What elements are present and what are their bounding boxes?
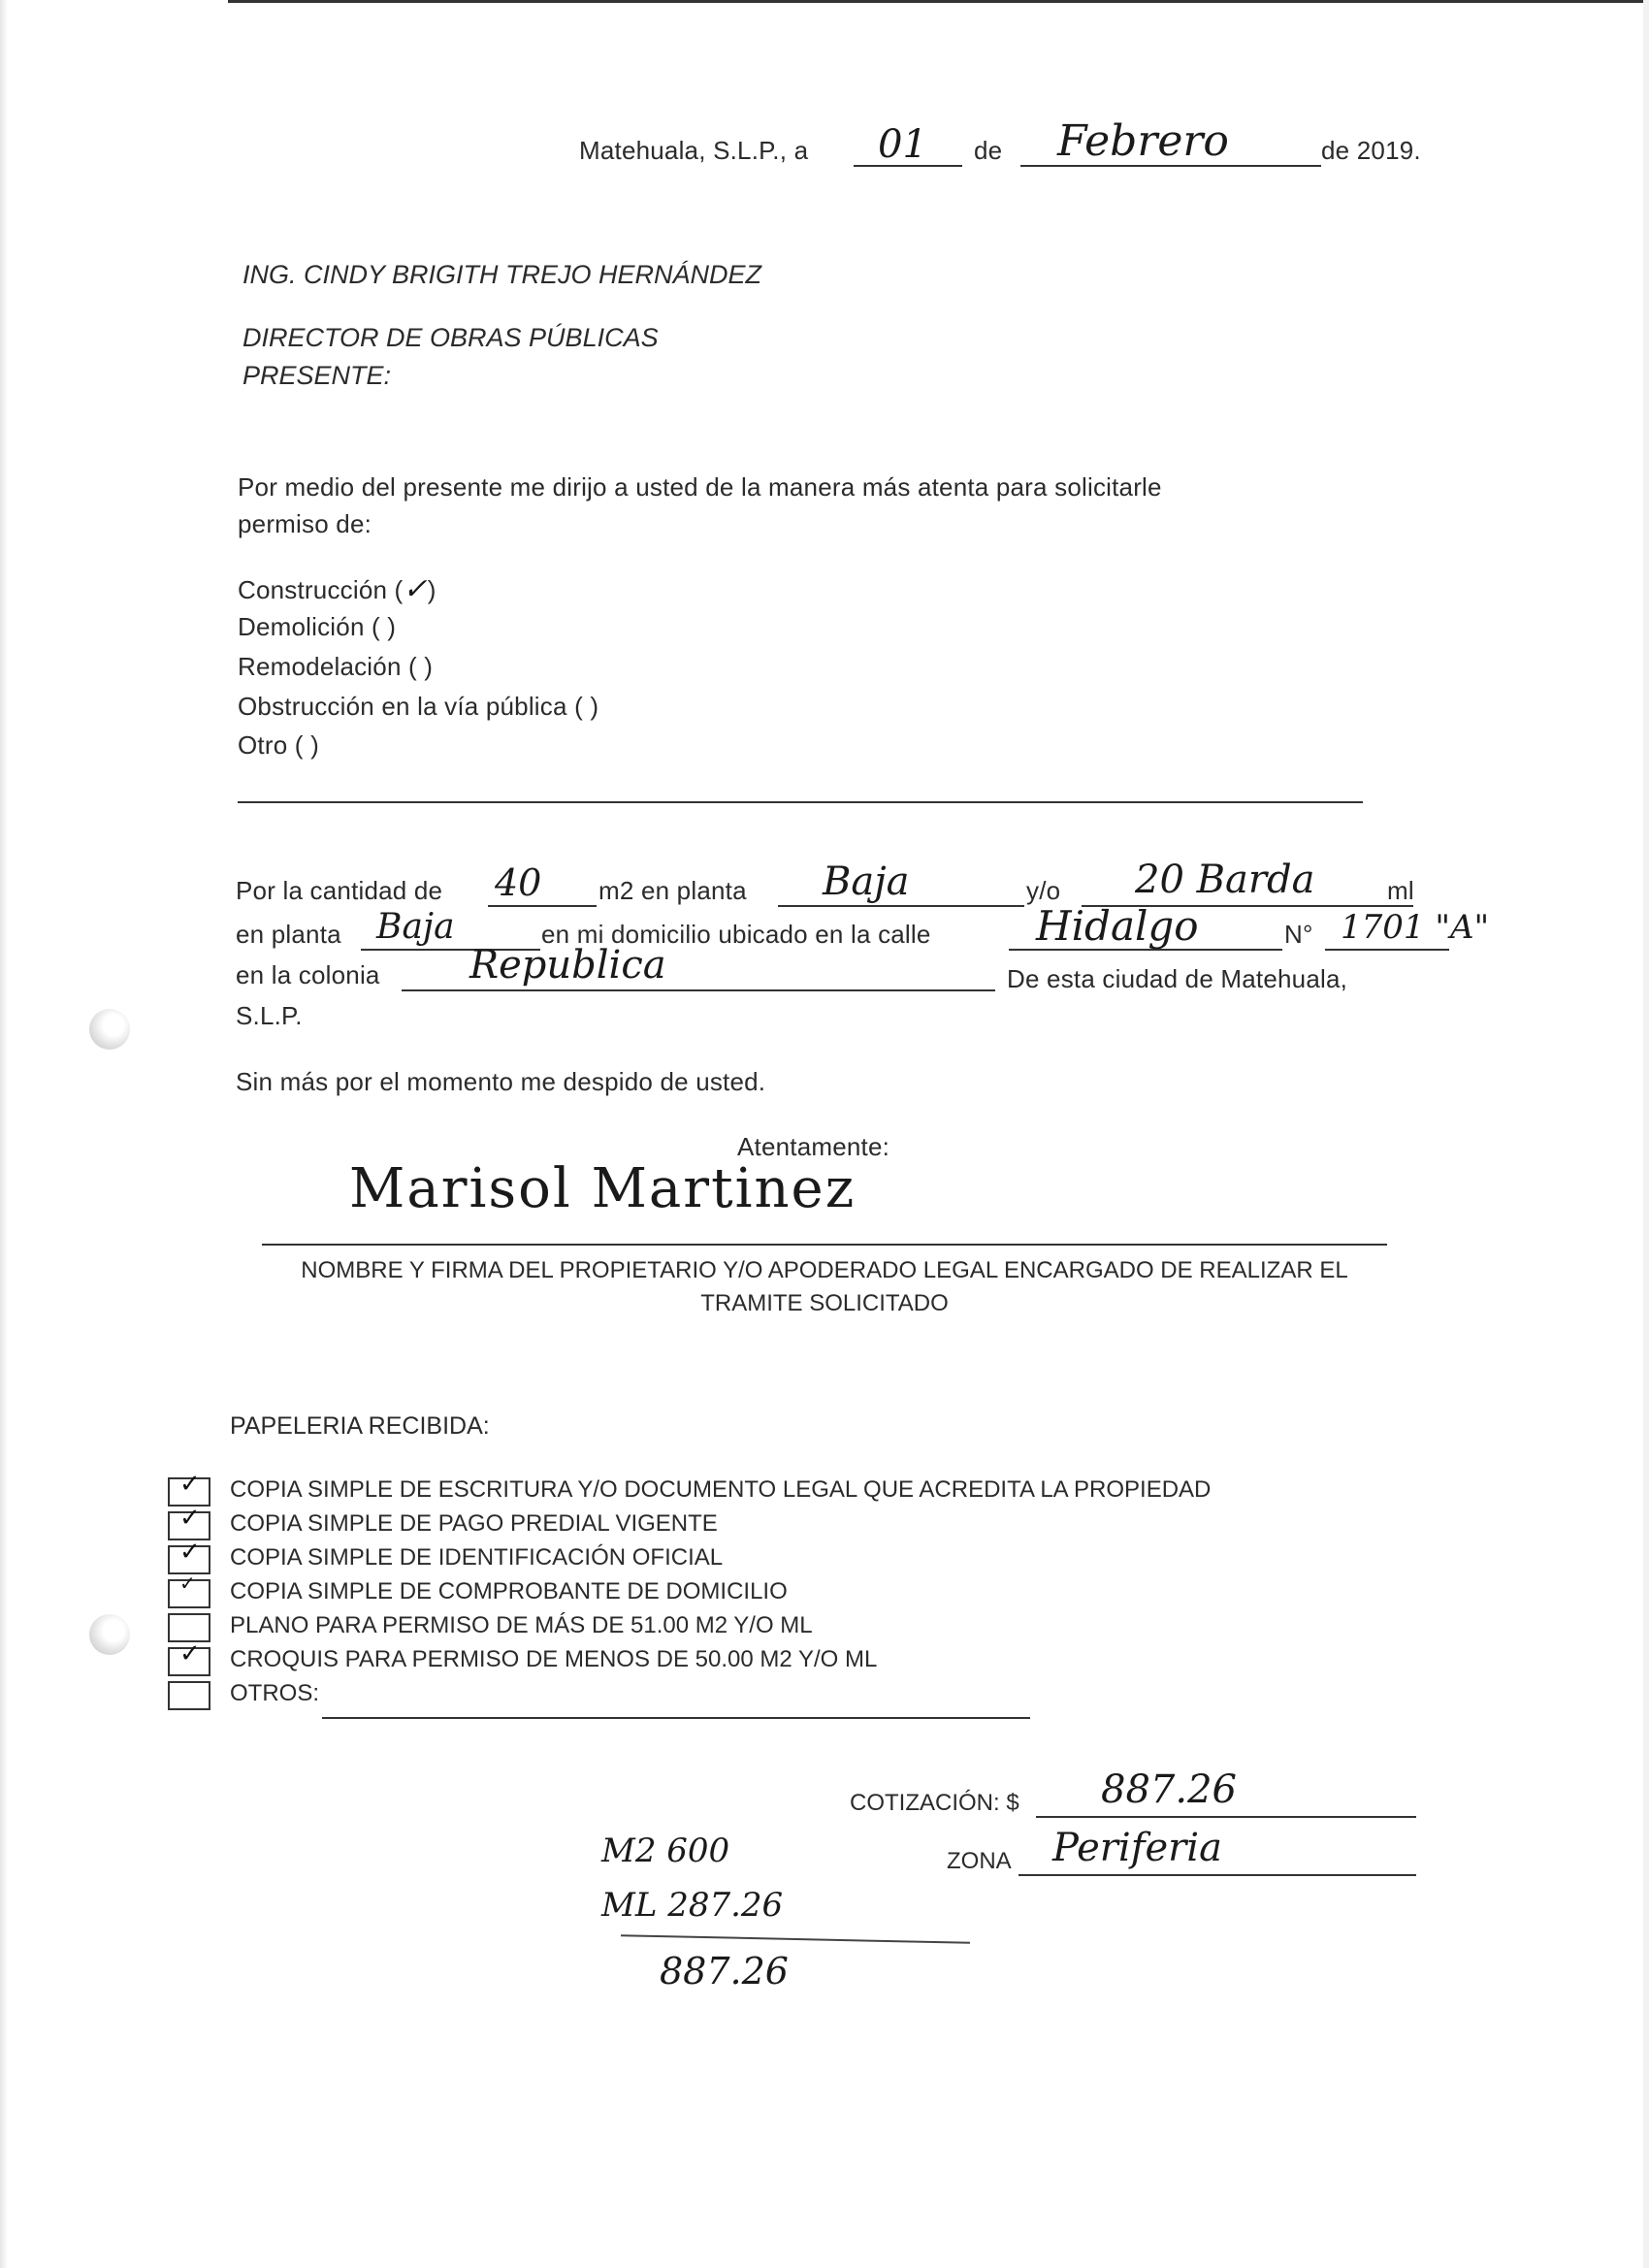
permit-otro: Otro ( ) (238, 730, 319, 760)
intro-line-1: Por medio del presente me dirijo a usted de la manera más atenta para solicitarle (238, 472, 1162, 502)
item-label-croquis: CROQUIS PARA PERMISO DE MENOS DE 50.00 M2 Y/O ML (230, 1646, 878, 1672)
permit-otro-underline (238, 801, 1363, 803)
numero-label: N° (1284, 920, 1313, 949)
permit-construccion-close: ) (427, 575, 436, 604)
item-label-domicilio: COPIA SIMPLE DE COMPROBANTE DE DOMICILIO (230, 1578, 788, 1604)
slp-label: S.L.P. (236, 1001, 303, 1030)
ciudad-label: De esta ciudad de Matehuala, (1007, 964, 1348, 993)
planta2-value: Baja (376, 907, 455, 947)
en-planta-label: en planta (236, 920, 341, 949)
papeleria-title: PAPELERIA RECIBIDA: (230, 1412, 490, 1440)
planta1-underline (778, 905, 1024, 907)
zona-underline (1018, 1874, 1416, 1876)
cantidad-underline (488, 905, 597, 907)
addressee-present: PRESENTE: (242, 361, 392, 390)
date-suffix: de 2019. (1321, 136, 1421, 165)
cotizacion-value: 887.26 (1101, 1767, 1237, 1812)
otros-underline (322, 1717, 1030, 1719)
date-prefix: Matehuala, S.L.P., a (579, 136, 809, 165)
check-mark-predial: ✓ (179, 1504, 201, 1533)
colonia-underline (402, 989, 995, 991)
item-label-plano: PLANO PARA PERMISO DE MÁS DE 51.00 M2 Y/O ML (230, 1612, 813, 1638)
cantidad-label: Por la cantidad de (236, 876, 443, 905)
date-day: 01 (878, 122, 927, 167)
permit-demolicion: Demolición ( ) (238, 612, 397, 641)
permit-construccion-check: ✓ (403, 572, 428, 606)
zona-label: ZONA (947, 1848, 1012, 1874)
permit-remodelacion: Remodelación ( ) (238, 652, 434, 681)
permit-construccion-label: Construcción ( (238, 575, 404, 604)
note-total: 887.26 (660, 1950, 789, 1993)
zona-value: Periferia (1052, 1826, 1222, 1870)
item-label-escritura: COPIA SIMPLE DE ESCRITURA Y/O DOCUMENTO LEGAL QUE ACREDITA LA PROPIEDAD (230, 1476, 1212, 1503)
date-de: de (974, 136, 1003, 165)
checkbox-otros[interactable] (168, 1681, 210, 1710)
closing-line: Sin más por el momento me despido de usted. (236, 1067, 766, 1096)
addressee-name: ING. CINDY BRIGITH TREJO HERNÁNDEZ (242, 260, 762, 289)
signature: Marisol Martinez (349, 1157, 857, 1220)
colonia-value: Republica (469, 943, 666, 988)
cantidad2-value: 20 Barda (1135, 858, 1315, 902)
note-ml: ML 287.26 (601, 1886, 784, 1925)
addressee-title: DIRECTOR DE OBRAS PÚBLICAS (242, 323, 659, 352)
ml-label: ml (1387, 876, 1414, 905)
note-sum-line (621, 1934, 970, 1944)
punch-hole-upper (89, 1009, 130, 1050)
check-mark-croquis: ✓ (179, 1639, 201, 1669)
checkbox-plano[interactable] (168, 1613, 210, 1642)
signature-line (262, 1244, 1387, 1246)
page-top-edge (228, 0, 1649, 9)
check-mark-domicilio: ✓ (179, 1571, 196, 1595)
bleed-through-texture (1009, 223, 1630, 1678)
item-label-identificacion: COPIA SIMPLE DE IDENTIFICACIÓN OFICIAL (230, 1544, 724, 1571)
date-month: Febrero (1057, 116, 1229, 166)
planta1-value: Baja (823, 859, 910, 904)
atentamente-label: Atentamente: (737, 1132, 890, 1161)
item-label-otros: OTROS: (230, 1680, 320, 1706)
check-mark-escritura: ✓ (179, 1470, 201, 1499)
yo-label: y/o (1026, 876, 1061, 905)
signature-caption-2: TRAMITE SOLICITADO (700, 1290, 949, 1316)
item-label-predial: COPIA SIMPLE DE PAGO PREDIAL VIGENTE (230, 1510, 718, 1537)
page-left-edge (0, 0, 8, 2268)
colonia-label: en la colonia (236, 960, 380, 989)
cotizacion-underline (1036, 1816, 1416, 1818)
intro-line-2: permiso de: (238, 509, 372, 538)
numero-value: 1701 "A" (1341, 908, 1490, 947)
cotizacion-label: COTIZACIÓN: $ (850, 1790, 1019, 1816)
calle-value: Hidalgo (1036, 902, 1199, 950)
m2-planta-label: m2 en planta (598, 876, 747, 905)
permit-obstruccion: Obstrucción en la vía pública ( ) (238, 692, 599, 721)
domicilio-label: en mi domicilio ubicado en la calle (541, 920, 931, 949)
page-right-edge (1643, 0, 1649, 2268)
note-m2: M2 600 (601, 1831, 730, 1870)
numero-underline (1325, 949, 1449, 951)
cantidad-value: 40 (495, 861, 542, 904)
punch-hole-lower (89, 1614, 130, 1655)
check-mark-identificacion: ✓ (179, 1538, 201, 1567)
permit-construccion (238, 572, 436, 606)
signature-caption-1: NOMBRE Y FIRMA DEL PROPIETARIO Y/O APODERADO LEGAL ENCARGADO DE REALIZAR EL (301, 1257, 1348, 1283)
